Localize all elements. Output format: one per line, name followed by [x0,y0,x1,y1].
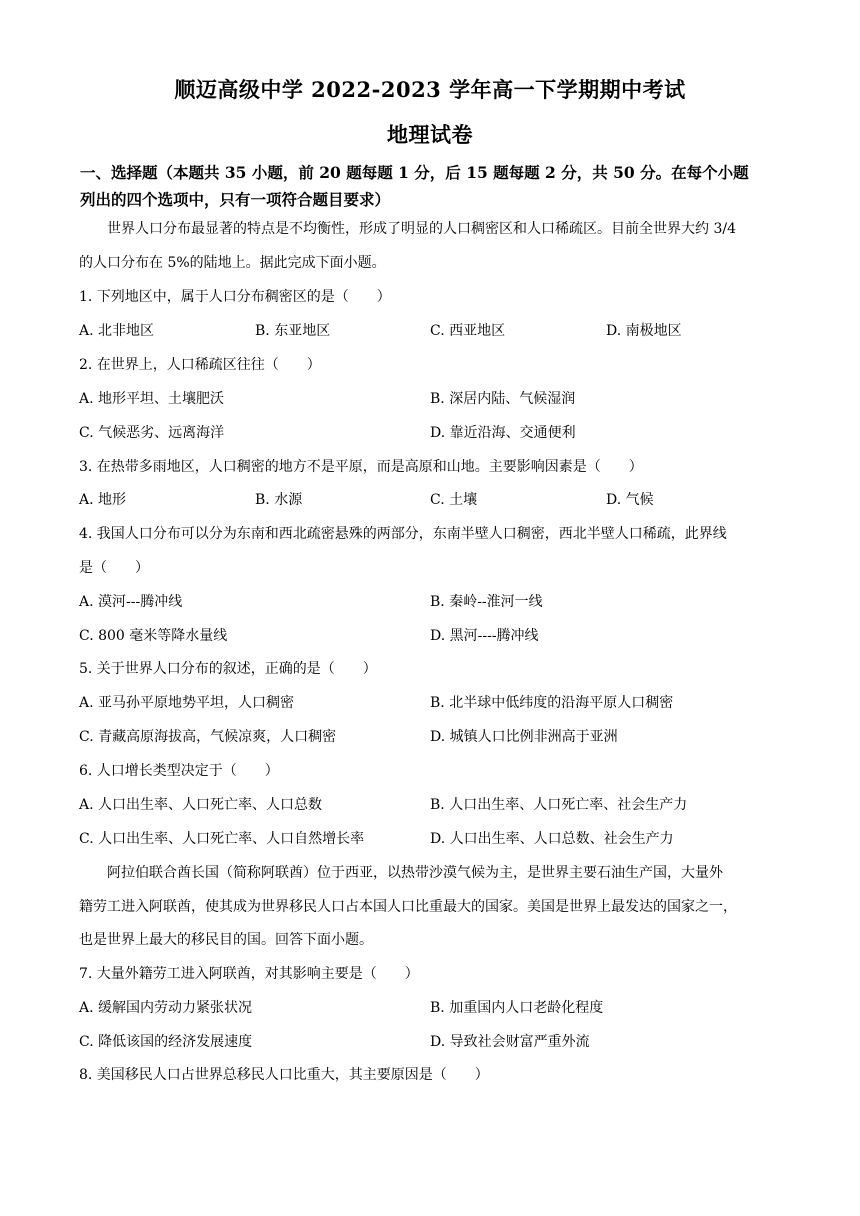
exam-title: 顺迈高级中学 2022-2023 学年高一下学期期中考试 [174,77,686,102]
option-a: A. 地形平坦、土壤肥沃 [79,391,225,407]
option-d: D. 导致社会财富严重外流 [430,1034,590,1050]
question-stem: 5. 关于世界人口分布的叙述，正确的是（ ） [79,661,377,677]
option-c: C. 西亚地区 [430,323,506,339]
option-b: B. 秦岭--淮河一线 [430,594,543,610]
option-d: D. 黑河----腾冲线 [430,628,539,644]
question-stem: 2. 在世界上，人口稀疏区往往（ ） [79,357,321,373]
option-a: A. 亚马孙平原地势平坦，人口稠密 [79,695,295,711]
option-c: C. 土壤 [430,492,478,508]
question-stem: 8. 美国移民人口占世界总移民人口比重大，其主要原因是（ ） [79,1067,489,1083]
option-c: C. 800 毫米等降水量线 [79,628,228,644]
question-stem: 6. 人口增长类型决定于（ ） [79,763,279,779]
material-paragraph-line: 阿拉伯联合酋长国（简称阿联酋）位于西亚，以热带沙漠气候为主，是世界主要石油生产国，大量外 [107,865,723,881]
material-paragraph-line: 的人口分布在 5%的陆地上。据此完成下面小题。 [79,255,386,271]
option-a: A. 人口出生率、人口死亡率、人口总数 [79,797,323,813]
option-d: D. 人口出生率、人口总数、社会生产力 [430,831,674,847]
question-stem: 4. 我国人口分布可以分为东南和西北疏密悬殊的两部分，东南半壁人口稠密，西北半壁人口稀疏，此界线 [79,526,727,542]
option-b: B. 加重国内人口老龄化程度 [430,1000,604,1016]
material-paragraph-line: 也是世界上最大的移民目的国。回答下面小题。 [79,932,373,948]
option-b: B. 水源 [255,492,303,508]
section-heading-line1: 一、选择题（本题共 35 小题，前 20 题每题 1 分，后 15 题每题 2 分，共 50 分。在每个小题 [80,163,749,182]
question-stem: 7. 大量外籍劳工进入阿联酋，对其影响主要是（ ） [79,966,419,982]
option-c: C. 青藏高原海拔高，气候凉爽，人口稠密 [79,729,337,745]
option-b: B. 北半球中低纬度的沿海平原人口稠密 [430,695,674,711]
option-b: B. 人口出生率、人口死亡率、社会生产力 [430,797,688,813]
option-a: A. 北非地区 [79,323,155,339]
option-a: A. 漠河---腾冲线 [79,594,183,610]
option-a: A. 地形 [79,492,127,508]
option-d: D. 南极地区 [606,323,682,339]
option-c: C. 气候恶劣、远离海洋 [79,425,225,441]
option-b: B. 深居内陆、气候湿润 [430,391,576,407]
section-heading [80,159,780,213]
question-stem: 3. 在热带多雨地区，人口稠密的地方不是平原，而是高原和山地。主要影响因素是（ ） [79,459,643,475]
option-d: D. 城镇人口比例非洲高于亚洲 [430,729,618,745]
option-b: B. 东亚地区 [255,323,331,339]
question-stem-continued: 是（ ） [79,560,149,576]
question-stem: 1. 下列地区中，属于人口分布稠密区的是（ ） [79,289,391,305]
section-heading-line2: 列出的四个选项中，只有一项符合题目要求） [80,190,391,209]
option-c: C. 人口出生率、人口死亡率、人口自然增长率 [79,831,365,847]
material-paragraph-line: 世界人口分布最显著的特点是不均衡性，形成了明显的人口稠密区和人口稀疏区。目前全世界大约 3/4 [107,221,736,237]
exam-subtitle: 地理试卷 [387,122,473,147]
material-paragraph-line: 籍劳工进入阿联酋，使其成为世界移民人口占本国人口比重最大的国家。美国是世界上最发达的国家之一， [79,899,737,915]
option-a: A. 缓解国内劳动力紧张状况 [79,1000,253,1016]
option-c: C. 降低该国的经济发展速度 [79,1034,253,1050]
option-d: D. 靠近沿海、交通便利 [430,425,576,441]
option-d: D. 气候 [606,492,654,508]
